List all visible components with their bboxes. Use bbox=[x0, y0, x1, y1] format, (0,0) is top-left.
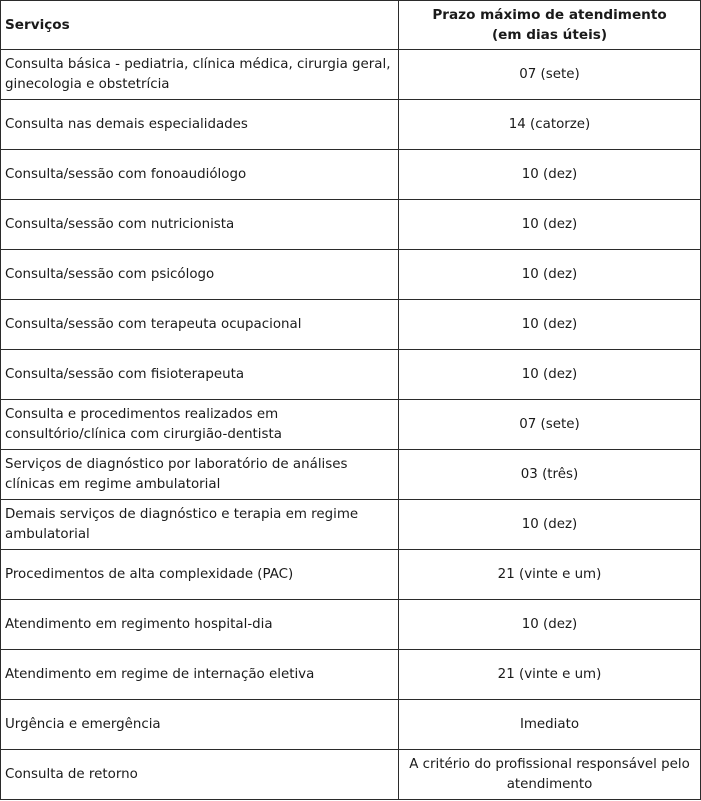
deadline-cell: 10 (dez) bbox=[399, 300, 701, 350]
table-row bbox=[1, 200, 701, 250]
header-deadline bbox=[399, 1, 701, 50]
table-row bbox=[1, 450, 701, 500]
service-cell: Consulta de retorno bbox=[1, 750, 399, 800]
service-cell: Atendimento em regime de internação eletiva bbox=[1, 650, 399, 700]
deadline-cell: 10 (dez) bbox=[399, 500, 701, 550]
service-cell: Consulta básica - pediatria, clínica médica, cirurgia geral, ginecologia e obstetrícia bbox=[1, 50, 399, 100]
service-cell: Urgência e emergência bbox=[1, 700, 399, 750]
table-row bbox=[1, 100, 701, 150]
service-cell: Consulta/sessão com fisioterapeuta bbox=[1, 350, 399, 400]
service-cell: Consulta/sessão com fonoaudiólogo bbox=[1, 150, 399, 200]
service-cell: Consulta e procedimentos realizados em consultório/clínica com cirurgião-dentista bbox=[1, 400, 399, 450]
table-row bbox=[1, 550, 701, 600]
table-row bbox=[1, 750, 701, 800]
table-row bbox=[1, 700, 701, 750]
service-cell: Atendimento em regimento hospital-dia bbox=[1, 600, 399, 650]
table-row bbox=[1, 300, 701, 350]
header-row bbox=[1, 1, 701, 50]
header-services: Serviços bbox=[1, 1, 399, 50]
table-row bbox=[1, 350, 701, 400]
table-row bbox=[1, 650, 701, 700]
table-row bbox=[1, 150, 701, 200]
deadline-cell: 21 (vinte e um) bbox=[399, 650, 701, 700]
deadline-cell: 10 (dez) bbox=[399, 250, 701, 300]
deadline-cell: Imediato bbox=[399, 700, 701, 750]
service-cell: Procedimentos de alta complexidade (PAC) bbox=[1, 550, 399, 600]
deadline-cell: 10 (dez) bbox=[399, 350, 701, 400]
deadline-cell: 10 (dez) bbox=[399, 150, 701, 200]
table-row bbox=[1, 250, 701, 300]
deadline-cell: A critério do profissional responsável pelo atendimento bbox=[399, 750, 701, 800]
table-row bbox=[1, 400, 701, 450]
table-row bbox=[1, 600, 701, 650]
service-cell: Consulta/sessão com nutricionista bbox=[1, 200, 399, 250]
service-cell: Consulta nas demais especialidades bbox=[1, 100, 399, 150]
service-cell: Serviços de diagnóstico por laboratório de análises clínicas em regime ambulatorial bbox=[1, 450, 399, 500]
deadline-cell: 07 (sete) bbox=[399, 400, 701, 450]
deadline-cell: 10 (dez) bbox=[399, 600, 701, 650]
table-row bbox=[1, 50, 701, 100]
deadline-cell: 07 (sete) bbox=[399, 50, 701, 100]
deadline-cell: 03 (três) bbox=[399, 450, 701, 500]
service-cell: Consulta/sessão com psicólogo bbox=[1, 250, 399, 300]
header-deadline-line1: Prazo máximo de atendimento bbox=[432, 7, 667, 23]
service-cell: Consulta/sessão com terapeuta ocupacional bbox=[1, 300, 399, 350]
header-deadline-line2: (em dias úteis) bbox=[491, 27, 608, 43]
deadline-cell: 14 (catorze) bbox=[399, 100, 701, 150]
table-row bbox=[1, 500, 701, 550]
deadline-cell: 21 (vinte e um) bbox=[399, 550, 701, 600]
service-cell: Demais serviços de diagnóstico e terapia em regime ambulatorial bbox=[1, 500, 399, 550]
deadline-cell: 10 (dez) bbox=[399, 200, 701, 250]
